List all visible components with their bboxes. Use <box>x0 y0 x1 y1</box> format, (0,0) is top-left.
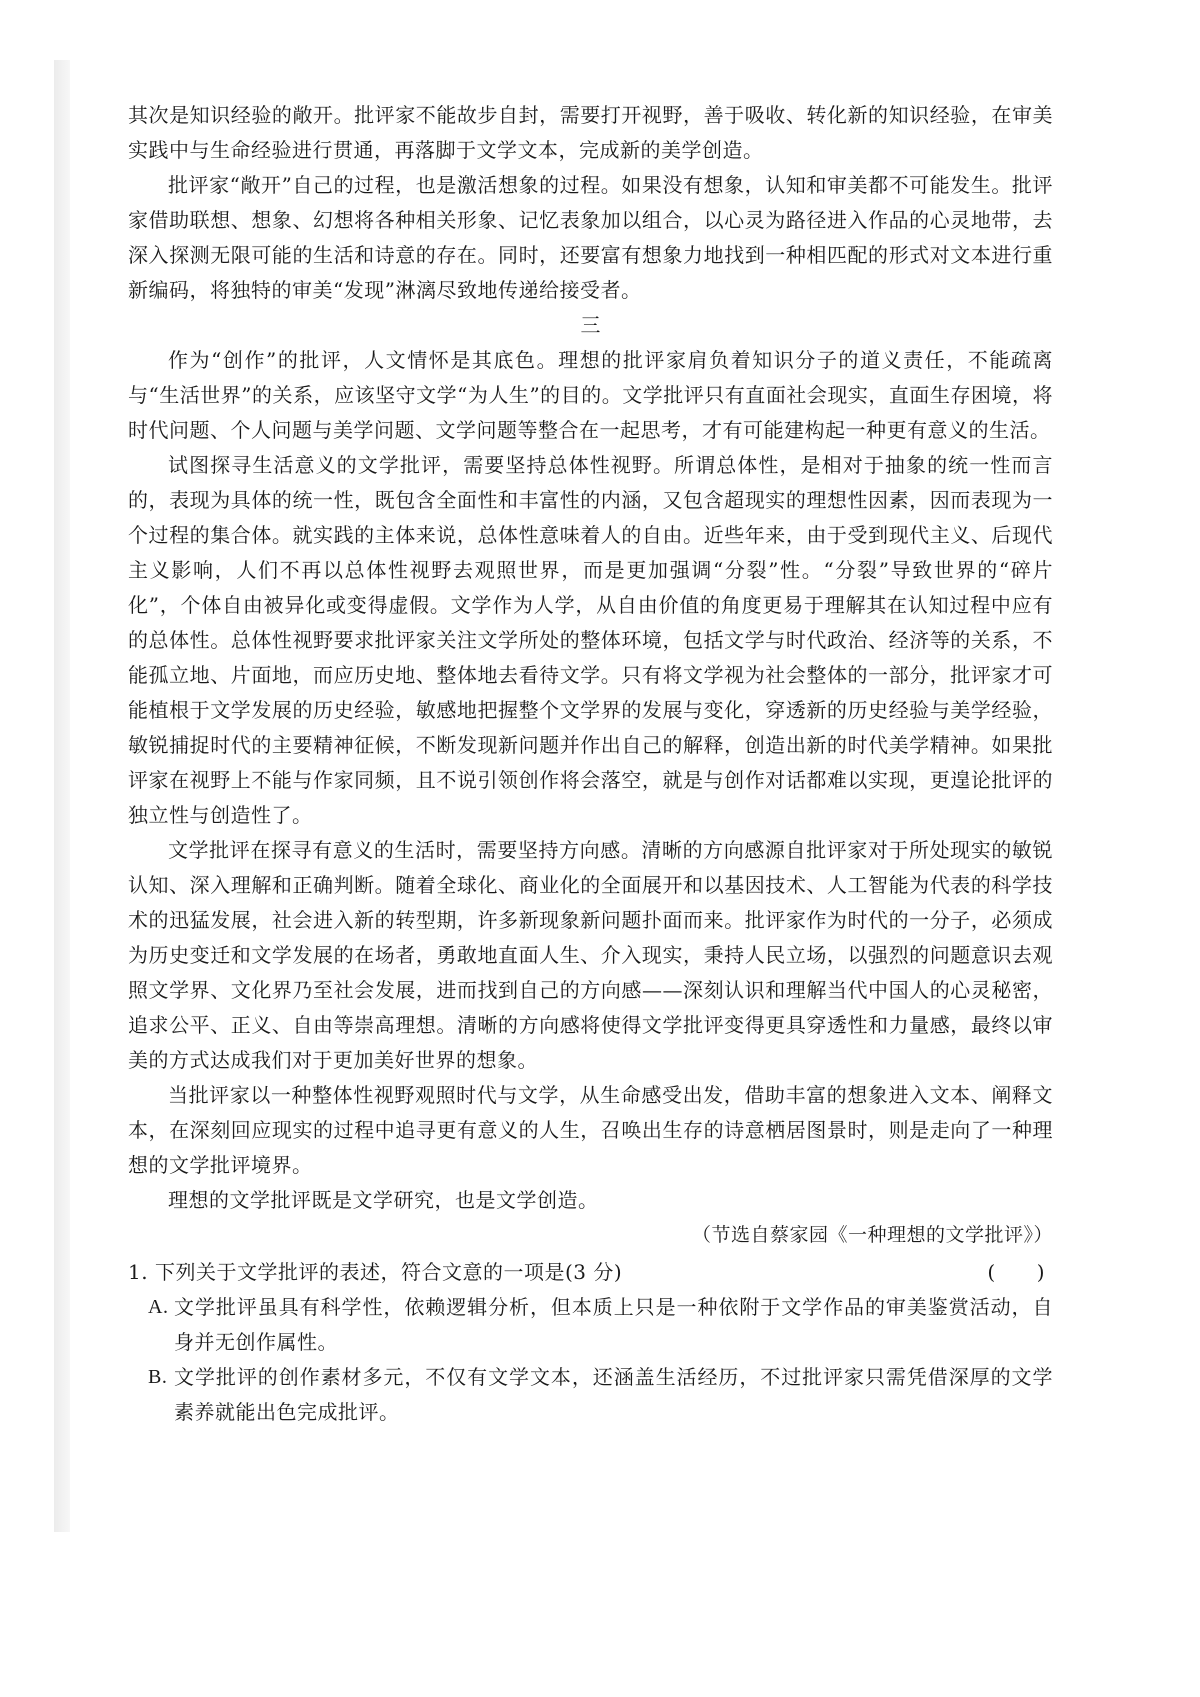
paragraph: 试图探寻生活意义的文学批评，需要坚持总体性视野。所谓总体性，是相对于抽象的统一性而言的，表现为具体的统一性，既包含全面性和丰富性的内涵，又包含超现实的理想性因素，因而表现为一个过程的集合体。就实践的主体来说，总体性意味着人的自由。近些年来，由于受到现代主义、后现代主义影响，人们不再以总体性视野去观照世界，而是更加强调“分裂”性。“分裂”导致世界的“碎片化”，个体自由被异化或变得虚假。文学作为人学，从自由价值的角度更易于理解其在认知过程中应有的总体性。总体性视野要求批评家关注文学所处的整体环境，包括文学与时代政治、经济等的关系，不能孤立地、片面地，而应历史地、整体地去看待文学。只有将文学视为社会整体的一部分，批评家才可能植根于文学发展的历史经验，敏感地把握整个文学界的发展与变化，穿透新的历史经验与美学经验，敏锐捕捉时代的主要精神征候，不断发现新问题并作出自己的解释，创造出新的时代美学精神。如果批评家在视野上不能与作家同频，且不说引领创作将会落空，就是与创作对话都难以实现，更遑论批评的独立性与创造性了。 <box>128 453 1053 827</box>
option-a <box>128 1290 1053 1360</box>
scan-edge <box>54 60 70 1532</box>
source-citation: （节选自蔡家园《一种理想的文学批评》） <box>691 1224 1053 1246</box>
paragraph: 当批评家以一种整体性视野观照时代与文学，从生命感受出发，借助丰富的想象进入文本、阐释文本，在深刻回应现实的过程中追寻更有意义的人生，召唤出生存的诗意栖居图景时，则是走向了一种理想的文学批评境界。 <box>128 1083 1053 1177</box>
paragraph: 批评家“敞开”自己的过程，也是激活想象的过程。如果没有想象，认知和审美都不可能发生。批评家借助联想、想象、幻想将各种相关形象、记忆表象加以组合，以心灵为路径进入作品的心灵地带，去深入探测无限可能的生活和诗意的存在。同时，还要富有想象力地找到一种相匹配的形式对文本进行重新编码，将独特的审美“发现”淋漓尽致地传递给接受者。 <box>128 173 1053 302</box>
option-letter: B. <box>148 1366 168 1388</box>
exam-page <box>128 98 1053 1430</box>
paragraph: 其次是知识经验的敞开。批评家不能故步自封，需要打开视野，善于吸收、转化新的知识经验，在审美实践中与生命经验进行贯通，再落脚于文学文本，完成新的美学创造。 <box>128 103 1053 162</box>
question-1 <box>128 1255 1053 1430</box>
option-letter: A. <box>148 1296 169 1318</box>
paragraph: 文学批评在探寻有意义的生活时，需要坚持方向感。清晰的方向感源自批评家对于所处现实的敏锐认知、深入理解和正确判断。随着全球化、商业化的全面展开和以基因技术、人工智能为代表的科学技术的迅猛发展，社会进入新的转型期，许多新现象新问题扑面而来。批评家作为时代的一分子，必须成为历史变迁和文学发展的在场者，勇敢地直面人生、介入现实，秉持人民立场，以强烈的问题意识去观照文学界、文化界乃至社会发展，进而找到自己的方向感——深刻认识和理解当代中国人的心灵秘密，追求公平、正义、自由等崇高理想。清晰的方向感将使得文学批评变得更具穿透性和力量感，最终以审美的方式达成我们对于更加美好世界的想象。 <box>128 838 1053 1072</box>
option-b <box>128 1360 1053 1430</box>
answer-bracket: ( ) <box>987 1260 1045 1284</box>
option-text: 文学批评的创作素材多元，不仅有文学文本，还涵盖生活经历，不过批评家只需凭借深厚的文学素养就能出色完成批评。 <box>174 1365 1053 1424</box>
question-stem <box>128 1255 1053 1290</box>
question-text: 1. 下列关于文学批评的表述，符合文意的一项是(3 分) <box>128 1260 623 1284</box>
section-number: 三 <box>580 313 601 337</box>
paragraph: 理想的文学批评既是文学研究，也是文学创造。 <box>168 1188 599 1212</box>
option-text: 文学批评虽具有科学性，依赖逻辑分析，但本质上只是一种依附于文学作品的审美鉴赏活动，自身并无创作属性。 <box>174 1295 1053 1354</box>
paragraph: 作为“创作”的批评，人文情怀是其底色。理想的批评家肩负着知识分子的道义责任，不能疏离与“生活世界”的关系，应该坚守文学“为人生”的目的。文学批评只有直面社会现实，直面生存困境，将时代问题、个人问题与美学问题、文学问题等整合在一起思考，才有可能建构起一种更有意义的生活。 <box>128 348 1053 442</box>
